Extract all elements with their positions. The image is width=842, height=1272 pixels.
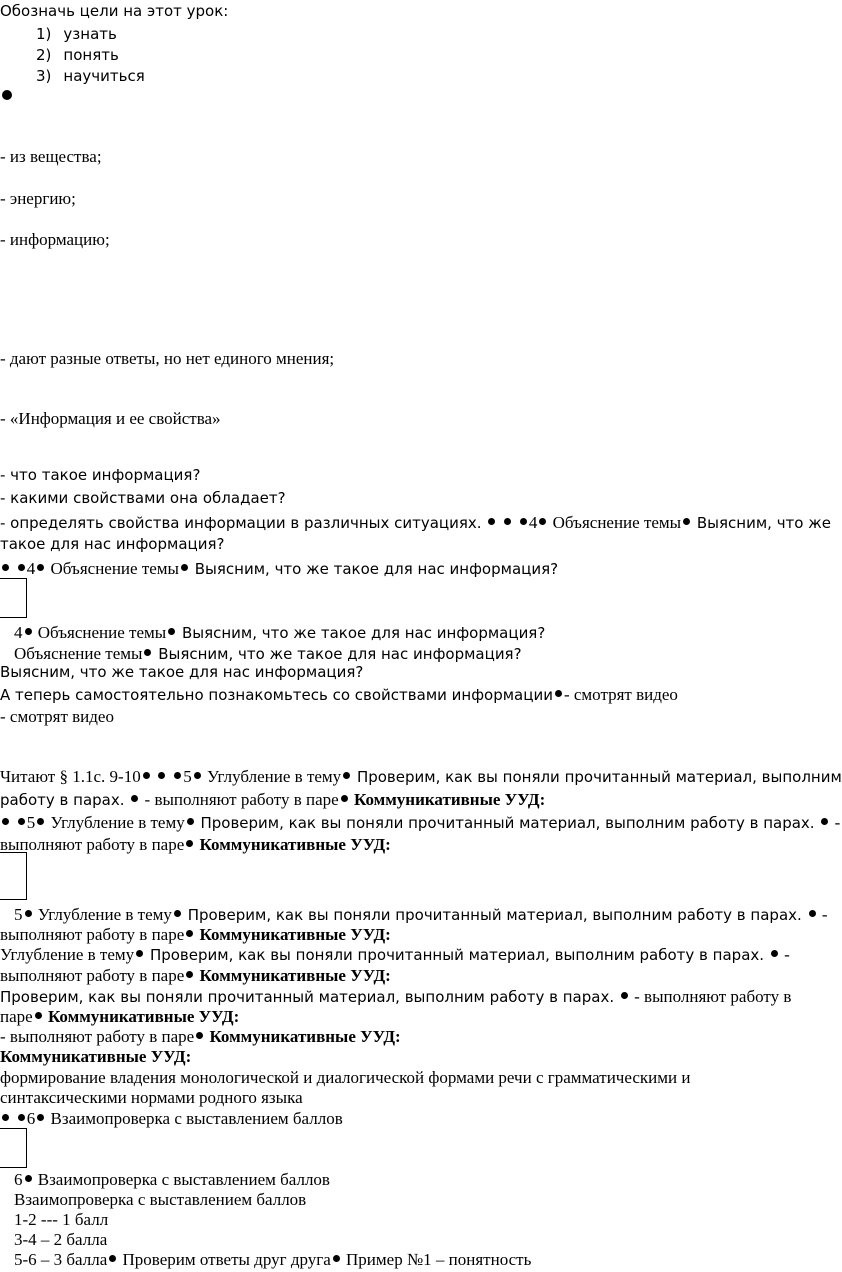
text-segment: Объяснение темы — [46, 559, 179, 578]
text-section5-c-2 — [0, 967, 391, 984]
text-section6-c: Взаимопроверка с выставлением баллов — [14, 1190, 307, 1209]
text-segment: Проверим, как вы поняли прочитанный материал, выполним работу в парах. — [0, 988, 615, 1006]
text-segment: Проверим, как вы поняли прочитанный материал, выполним работу в парах. — [145, 946, 765, 964]
text-section5-line — [0, 814, 840, 831]
text-segment: 5 — [183, 767, 192, 786]
text-section6-line — [0, 1110, 343, 1127]
text-segment: выполняют работу в паре — [0, 835, 185, 854]
text-segment: Коммуникативные УУД: — [195, 835, 391, 854]
empty-frame — [0, 578, 27, 618]
goal-text: понять — [63, 46, 119, 64]
text-segment: Объяснение темы — [33, 623, 167, 642]
text-score-2: 3-4 – 2 балла — [14, 1230, 108, 1249]
text-segment: Коммуникативные УУД: — [349, 790, 546, 809]
text-section4-b — [14, 624, 545, 641]
text-formation-2: синтаксическими нормами родного языка — [0, 1088, 303, 1107]
text-properties: - какими свойствами она обладает? — [0, 489, 286, 507]
text-section5-b — [14, 906, 827, 923]
text-segment: - определять свойства информации в различных ситуациях. — [0, 514, 482, 532]
text-segment: Углубление в тему — [33, 905, 172, 924]
text-segment: 4 — [26, 559, 36, 578]
text-score-3 — [14, 1251, 531, 1268]
text-segment: Углубление в тему — [202, 767, 342, 786]
text-segment: - выполняют работу в — [629, 987, 792, 1006]
text-segment: Проверим, как вы поняли прочитанный материал, выполним — [352, 768, 842, 786]
text-section5-b-2 — [0, 926, 391, 943]
text-segment: 4 — [528, 513, 538, 532]
text-segment: Коммуникативные УУД: — [195, 925, 391, 944]
text-segment: работу в парах. — [0, 791, 125, 809]
text-segment: Объяснение темы — [548, 513, 682, 532]
text-formation-1: формирование владения монологической и диалогической формами речи с грамматическими и — [0, 1068, 691, 1087]
text-segment: - — [830, 813, 841, 832]
text-section5-c — [0, 946, 790, 963]
text-segment: - — [779, 945, 790, 964]
text-segment: Проверим ответы друг друга — [118, 1250, 331, 1269]
goal-item-1 — [36, 27, 117, 42]
text-segment: Взаимопроверка с выставлением баллов — [46, 1109, 343, 1128]
text-segment: Читают § 1.1с. 9-10 — [0, 767, 141, 786]
text-read-line-2 — [0, 791, 545, 808]
text-section4-line — [0, 560, 558, 577]
text-segment: Коммуникативные УУД: — [205, 1027, 401, 1046]
text-energy: - энергию; — [0, 189, 76, 208]
text-segment: Выясним, что же такое для нас информация? — [153, 645, 522, 663]
text-segment: Выясним, что же такое для нас информация? — [189, 560, 559, 578]
text-read-line — [0, 768, 842, 785]
text-answers: - дают разные ответы, но нет единого мнения; — [0, 349, 335, 368]
text-segment: Коммуникативные УУД: — [43, 1007, 240, 1026]
text-segment: паре — [0, 1007, 33, 1026]
text-segment: А теперь самостоятельно познакомьтесь со свойствами информации — [0, 686, 553, 704]
text-section5-d-2 — [0, 1008, 239, 1025]
goals-title: Обозначь цели на этот урок: — [0, 2, 229, 20]
text-section5-e — [0, 1028, 401, 1045]
text-segment: Выясним, что же такое для нас информация? — [177, 624, 546, 642]
text-section5-line-2 — [0, 836, 391, 853]
text-segment: 4 — [14, 623, 23, 642]
text-define-line — [0, 514, 831, 531]
text-topic: - «Информация и ее свойства» — [0, 409, 221, 428]
text-what-is-info: - что такое информация? — [0, 466, 201, 484]
text-segment: - выполняют работу в паре — [0, 1027, 195, 1046]
text-section5-d — [0, 988, 791, 1005]
text-segment: Взаимопроверка с выставлением баллов — [33, 1170, 330, 1189]
text-segment: - выполняют работу в паре — [140, 790, 339, 809]
text-segment: 6 — [26, 1109, 36, 1128]
text-segment: 5 — [14, 905, 23, 924]
text-segment: 5 — [26, 813, 36, 832]
text-segment: Объяснение темы — [14, 644, 143, 663]
text-information: - информацию; — [0, 230, 110, 249]
text-segment: выполняют работу в паре — [0, 966, 185, 985]
text-segment: - — [817, 905, 828, 924]
goal-text: узнать — [63, 25, 117, 43]
goal-item-3 — [36, 69, 145, 84]
goal-num: 3) — [36, 67, 52, 85]
text-segment: 5-6 – 3 балла — [14, 1250, 108, 1269]
text-video: - смотрят видео — [0, 707, 114, 726]
text-segment: Углубление в тему — [0, 945, 135, 964]
text-now-line — [0, 686, 678, 703]
bullet-icon — [2, 88, 12, 104]
empty-frame — [0, 852, 27, 900]
text-score-1: 1-2 --- 1 балл — [14, 1210, 109, 1229]
text-segment: Выясним, что же — [692, 514, 831, 532]
goal-text: научиться — [63, 67, 145, 85]
text-segment: Пример №1 – понятность — [341, 1250, 532, 1269]
text-section4-c — [14, 645, 522, 662]
text-segment: Проверим, как вы поняли прочитанный материал, выполним работу в парах. — [195, 814, 815, 832]
text-define-line-cont: такое для нас информация? — [0, 535, 225, 553]
text-section4-d: Выясним, что же такое для нас информация? — [0, 663, 364, 681]
text-segment: Углубление в тему — [46, 813, 185, 832]
text-segment: - смотрят видео — [563, 685, 678, 704]
text-substance: - из вещества; — [0, 147, 102, 166]
empty-frame — [0, 1128, 27, 1168]
goal-num: 2) — [36, 46, 52, 64]
text-section6-b — [14, 1171, 330, 1188]
text-segment: Проверим, как вы поняли прочитанный материал, выполним работу в парах. — [182, 906, 802, 924]
text-communicative: Коммуникативные УУД: — [0, 1047, 192, 1066]
text-segment: 6 — [14, 1170, 23, 1189]
text-segment: Коммуникативные УУД: — [195, 966, 391, 985]
goal-item-2 — [36, 48, 119, 63]
goal-num: 1) — [36, 25, 52, 43]
text-segment: выполняют работу в паре — [0, 925, 185, 944]
